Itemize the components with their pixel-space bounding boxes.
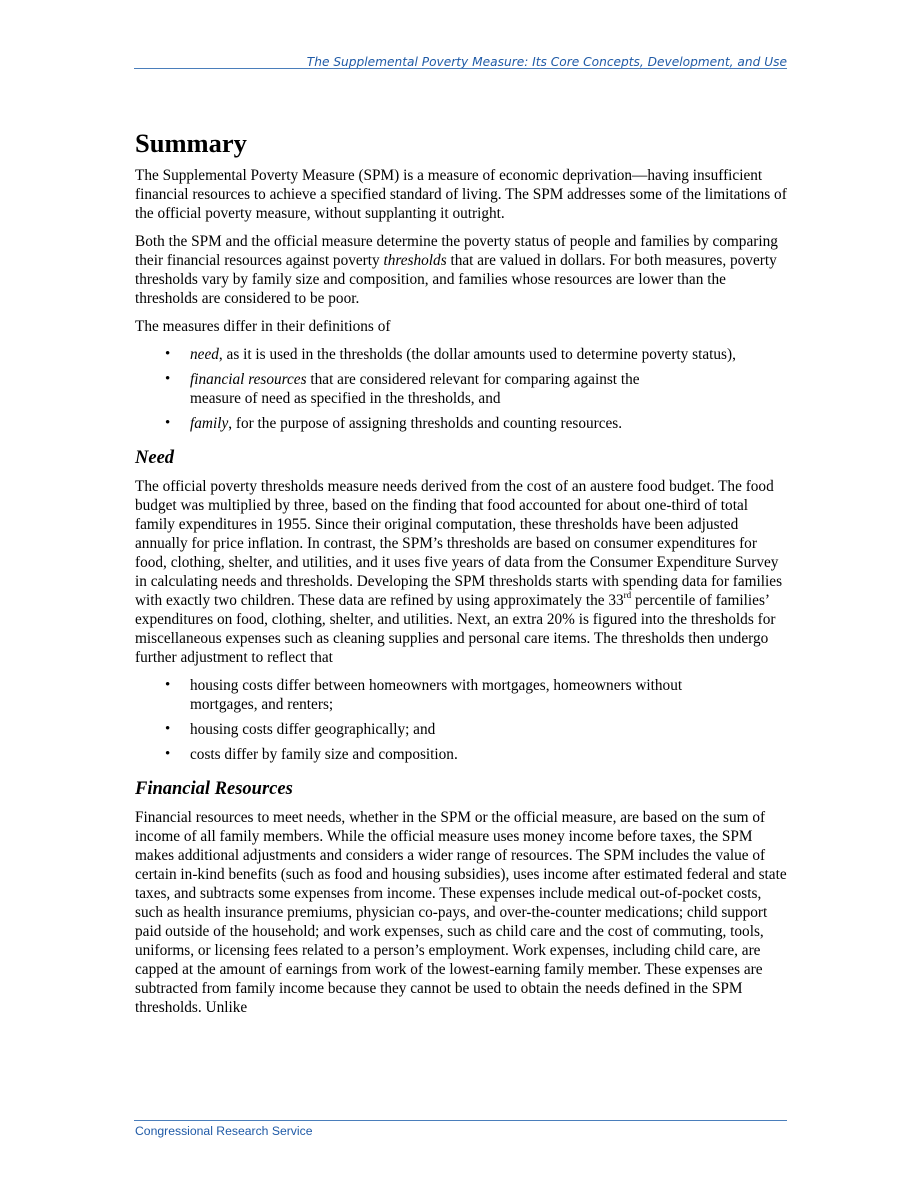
text-run: Both the SPM and the official measure determine the poverty status of people and families by comparing their financial resources against poverty <box>135 233 778 269</box>
summary-paragraph-3: The measures differ in their definitions of <box>135 318 391 335</box>
text-run: housing costs differ geographically; and <box>190 721 436 738</box>
emphasis-term: financial resources <box>190 371 307 388</box>
list-item <box>135 720 787 739</box>
text-run: , for the purpose of assigning thresholds and counting resources. <box>228 415 623 432</box>
bullet-icon: • <box>165 721 171 737</box>
list-item <box>135 345 787 364</box>
emphasis-term: family <box>190 415 229 432</box>
list-item <box>135 745 787 764</box>
bullet-icon: • <box>165 746 171 762</box>
bullet-icon: • <box>165 346 171 362</box>
footer-rule <box>134 1120 787 1121</box>
page-content <box>135 122 787 1026</box>
section-heading-financial-resources: Financial Resources <box>135 779 293 799</box>
text-run: The official poverty thresholds measure needs derived from the cost of an austere food budget. The food budget was multiplied by three, based on the finding that food accounted for about one-third of total family expenditures in 1955. Since their original computation, these thresholds have been adjusted annually for price inflation. In contrast, the SPM’s thresholds are based on consumer expenditures for food, clothing, shelter, and utilities, and it uses five years of data from the Consumer Expenditure Survey in calculating needs and thresholds. Developing the SPM thresholds starts with spending data for families with exactly two children. These data are refined by using approximately the 33 <box>135 478 783 609</box>
text-run: that are valued in dollars. For both measures, poverty thresholds vary by family size and composition, and families whose resources are lower than the thresholds are considered to be poor. <box>135 252 777 307</box>
text-run: that are considered relevant for comparing against the measure of need as specified in the thresholds, and <box>190 371 640 407</box>
section-heading-need: Need <box>135 448 175 468</box>
list-item <box>135 414 787 433</box>
bullet-icon: • <box>165 415 171 431</box>
bullet-icon: • <box>165 677 171 693</box>
text-run: percentile of families’ expenditures on food, clothing, shelter, and utilities. Next, an extra 20% is figured into the thresholds for miscellaneous expenses such as cleaning supplies and personal care items. The thresholds then undergo further adjustment to reflect that <box>135 592 776 666</box>
footer-label: Congressional Research Service <box>135 1124 313 1138</box>
summary-paragraph-2 <box>135 232 787 308</box>
text-run: costs differ by family size and composition. <box>190 746 458 763</box>
need-adjustments-list <box>135 676 787 764</box>
list-item <box>135 370 787 408</box>
text-run: , as it is used in the thresholds (the dollar amounts used to determine poverty status), <box>218 346 736 363</box>
page-title: Summary <box>135 128 247 158</box>
text-run: housing costs differ between homeowners with mortgages, homeowners without mortgages, and renters; <box>190 677 683 713</box>
emphasis-thresholds: thresholds <box>383 252 447 269</box>
bullet-icon: • <box>165 371 171 387</box>
summary-paragraph-1: The Supplemental Poverty Measure (SPM) is a measure of economic deprivation—having insufficient financial resources to achieve a specified standard of living. The SPM addresses some of the limitations of the official poverty measure, without supplanting it outright. <box>135 167 787 222</box>
need-paragraph-1 <box>135 477 787 667</box>
header-rule <box>134 68 787 69</box>
definitions-list <box>135 345 787 433</box>
running-header: The Supplemental Poverty Measure: Its Core Concepts, Development, and Use <box>306 55 787 69</box>
financial-paragraph-1: Financial resources to meet needs, whether in the SPM or the official measure, are based on the sum of income of all family members. While the official measure uses money income before taxes, the SPM makes additional adjustments and considers a wider range of resources. The SPM includes the value of certain in-kind benefits (such as food and housing subsidies), uses income after estimated federal and state taxes, and subtracts some expenses from income. These expenses include medical out-of-pocket costs, such as health insurance premiums, physician co-pays, and over-the-counter medications; child support paid outside of the household; and work expenses, such as child care and the cost of commuting, tools, uniforms, or licensing fees related to a person’s employment. Work expenses, including child care, are capped at the amount of earnings from work of the lowest-earning family member. These expenses are subtracted from family income because they cannot be used to obtain the needs defined in the SPM thresholds. Unlike <box>135 809 787 1016</box>
list-item <box>135 676 787 714</box>
superscript: rd <box>623 590 632 600</box>
emphasis-term: need <box>190 346 219 363</box>
